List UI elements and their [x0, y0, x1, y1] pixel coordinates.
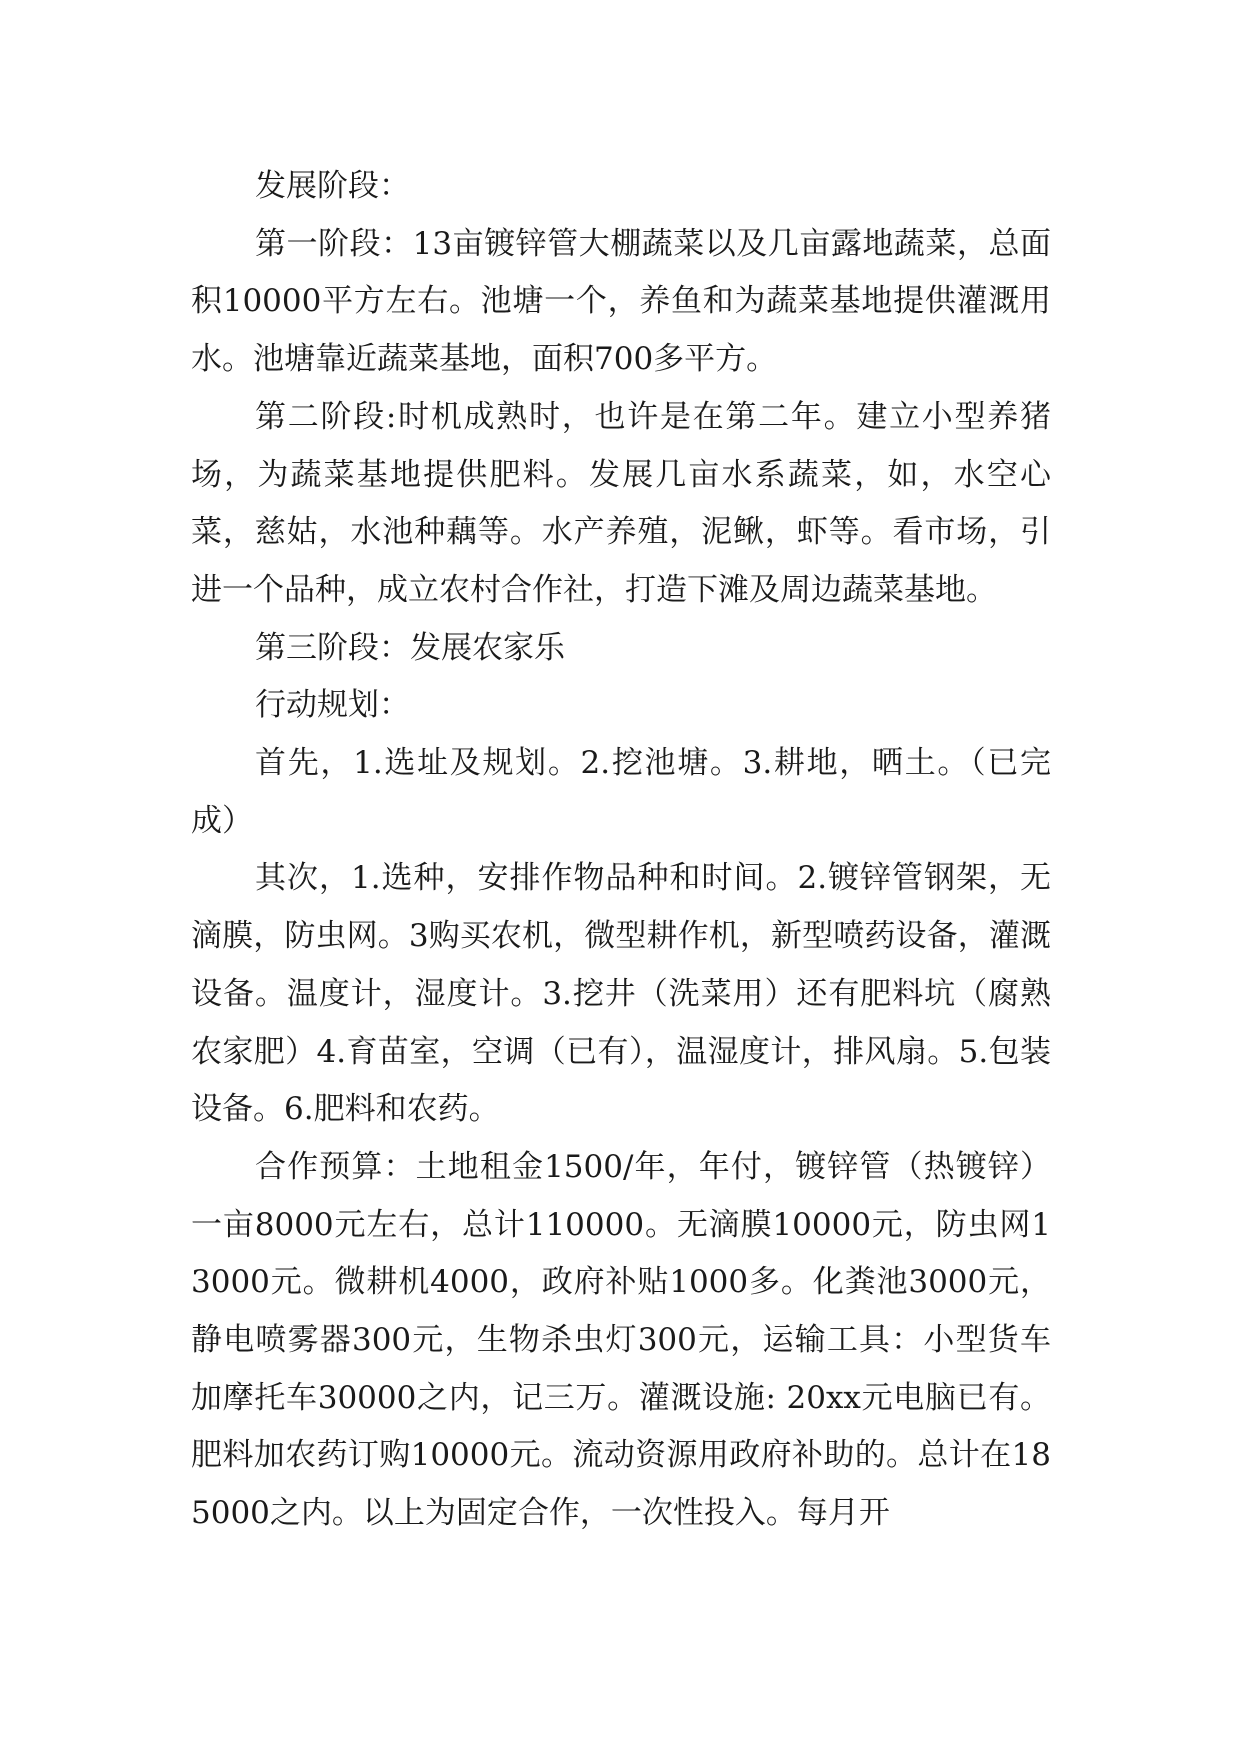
document-body	[191, 158, 1051, 1543]
paragraph-stage-three: 第三阶段：发展农家乐	[255, 629, 565, 666]
paragraph-action-plan-heading: 行动规划：	[255, 687, 410, 724]
paragraph-stages-heading: 发展阶段：	[255, 168, 410, 204]
paragraph-next-steps: 其次，1.选种，安排作物品种和时间。2.镀锌管钢架，无滴膜，防虫网。3购买农机，微型耕作机，新型喷药设备，灌溉设备。温度计，湿度计。3.挖井（洗菜用）还有肥料坑（腐熟农家肥）4.育苗室，空调（已有），温湿度计，排风扇。5.包装设备。6.肥料和农药。	[191, 860, 1051, 1128]
paragraph-first-steps: 首先，1.选址及规划。2.挖池塘。3.耕地，晒土。（已完成）	[191, 745, 1051, 839]
paragraph-budget: 合作预算：土地租金1500/年，年付，镀锌管（热镀锌）一亩8000元左右，总计110000。无滴膜10000元，防虫网13000元。微耕机4000，政府补贴1000多。化粪池3000元，静电喷雾器300元，生物杀虫灯300元，运输工具：小型货车加摩托车30000之内，记三万。灌溉设施: 20xx元电脑已有。肥料加农药订购10000元。流动资源用政府补助的。总计在185000之内。以上为固定合作，一次性投入。每月开	[191, 1148, 1051, 1532]
paragraph-stage-two: 第二阶段:时机成熟时，也许是在第二年。建立小型养猪场，为蔬菜基地提供肥料。发展几亩水系蔬菜，如，水空心菜，慈姑，水池种藕等。水产养殖，泥鳅，虾等。看市场，引进一个品种，成立农村合作社，打造下滩及周边蔬菜基地。	[191, 398, 1051, 608]
paragraph-stage-one: 第一阶段：13亩镀锌管大棚蔬菜以及几亩露地蔬菜，总面积10000平方左右。池塘一个，养鱼和为蔬菜基地提供灌溉用水。池塘靠近蔬菜基地，面积700多平方。	[191, 225, 1051, 378]
